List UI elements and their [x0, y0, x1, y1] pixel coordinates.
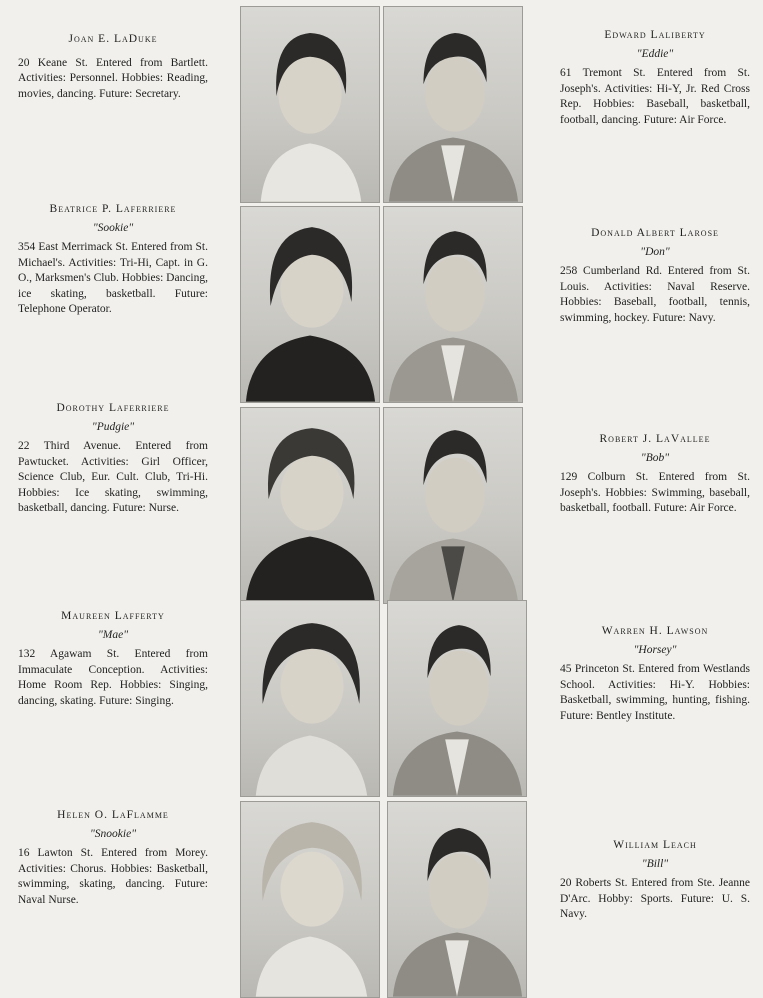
student-bio: 61 Tremont St. Entered from St. Joseph's. Activities: Hi-Y, Jr. Red Cross Rep. Hobbies: Baseball, basketball, football, dancing. Future: Air Force. — [560, 67, 750, 126]
student-name: Robert J. LaVallee — [599, 433, 711, 445]
student-nickname: "Horsey" — [633, 643, 677, 656]
student-bio: 16 Lawton St. Entered from Morey. Activities: Chorus. Hobbies: Basketball, swimming, skating, dancing. Future: Naval Nurse. — [18, 847, 208, 906]
portrait-photo-william-leach — [387, 801, 527, 998]
student-entry-edward-laliberty — [560, 28, 750, 128]
student-entry-warren-lawson — [560, 624, 750, 724]
student-nickname: "Bill" — [641, 857, 669, 870]
portrait-photo-warren-lawson — [387, 600, 527, 797]
student-name: Edward Laliberty — [604, 29, 706, 41]
student-bio: 129 Colburn St. Entered from St. Joseph's. Hobbies: Swimming, baseball, basketball, football. Future: Air Force. — [560, 471, 750, 514]
portrait-photo-helen-laflamme — [240, 801, 380, 998]
student-nickname: "Snookie" — [89, 827, 137, 840]
student-bio: 132 Agawam St. Entered from Immaculate Conception. Activities: Home Room Rep. Hobbies: Singing, dancing, skating. Future: Singing. — [18, 648, 208, 707]
portrait-photo-beatrice-laferriere — [240, 206, 380, 403]
portrait-photo-donald-larose — [383, 206, 523, 403]
student-name: Donald Albert Larose — [591, 227, 719, 239]
student-nickname: "Don" — [640, 245, 670, 258]
portrait-photo-edward-laliberty — [383, 6, 523, 203]
student-bio: 258 Cumberland Rd. Entered from St. Louis. Activities: Naval Reserve. Hobbies: Baseball, football, tennis, swimming, hockey. Future: Navy. — [560, 265, 750, 324]
student-bio: 20 Roberts St. Entered from Ste. Jeanne D'Arc. Hobby: Sports. Future: U. S. Navy. — [560, 877, 750, 920]
student-entry-donald-larose — [560, 226, 750, 326]
student-bio: 20 Keane St. Entered from Bartlett. Activities: Personnel. Hobbies: Reading, movies, dancing. Future: Secretary. — [18, 56, 208, 100]
portrait-photo-maureen-lafferty — [240, 600, 380, 797]
student-name: Dorothy Laferriere — [56, 402, 170, 414]
student-entry-robert-lavallee — [560, 432, 750, 517]
student-name: Warren H. Lawson — [601, 625, 709, 637]
portrait-photo-joan-laduke — [240, 6, 380, 203]
student-nickname: "Pudgie" — [91, 420, 135, 433]
student-bio: 354 East Merrimack St. Entered from St. Michael's. Activities: Tri-Hi, Capt. in G. O., Marksmen's Club. Hobbies: Dancing, ice skating, basketball. Future: Telephone Operator. — [18, 241, 208, 315]
portrait-photo-dorothy-laferriere — [240, 407, 380, 604]
student-name: Beatrice P. Laferriere — [49, 203, 177, 215]
student-name: Joan E. LaDuke — [68, 33, 158, 45]
student-entry-beatrice-laferriere — [18, 202, 208, 318]
student-name: William Leach — [613, 839, 697, 851]
student-bio: 22 Third Avenue. Entered from Pawtucket. Activities: Girl Officer, Science Club, Eur. Cult. Club, Tri-Hi. Hobbies: Ice skating, swimming, basketball, dancing. Future: Nurse. — [18, 440, 208, 514]
student-entry-joan-laduke — [18, 32, 208, 102]
student-entry-dorothy-laferriere — [18, 401, 208, 517]
student-name: Maureen Lafferty — [61, 610, 165, 622]
student-entry-maureen-lafferty — [18, 609, 208, 709]
student-nickname: "Sookie" — [92, 221, 134, 234]
portrait-photo-robert-lavallee — [383, 407, 523, 604]
student-nickname: "Mae" — [97, 628, 129, 641]
student-entry-helen-laflamme — [18, 808, 208, 908]
student-nickname: "Bob" — [640, 451, 670, 464]
student-nickname: "Eddie" — [636, 47, 674, 60]
student-entry-william-leach — [560, 838, 750, 923]
student-name: Helen O. LaFlamme — [57, 809, 169, 821]
student-bio: 45 Princeton St. Entered from Westlands School. Activities: Hi-Y. Hobbies: Basketball, swimming, hunting, fishing. Future: Bentley Institute. — [560, 663, 750, 722]
